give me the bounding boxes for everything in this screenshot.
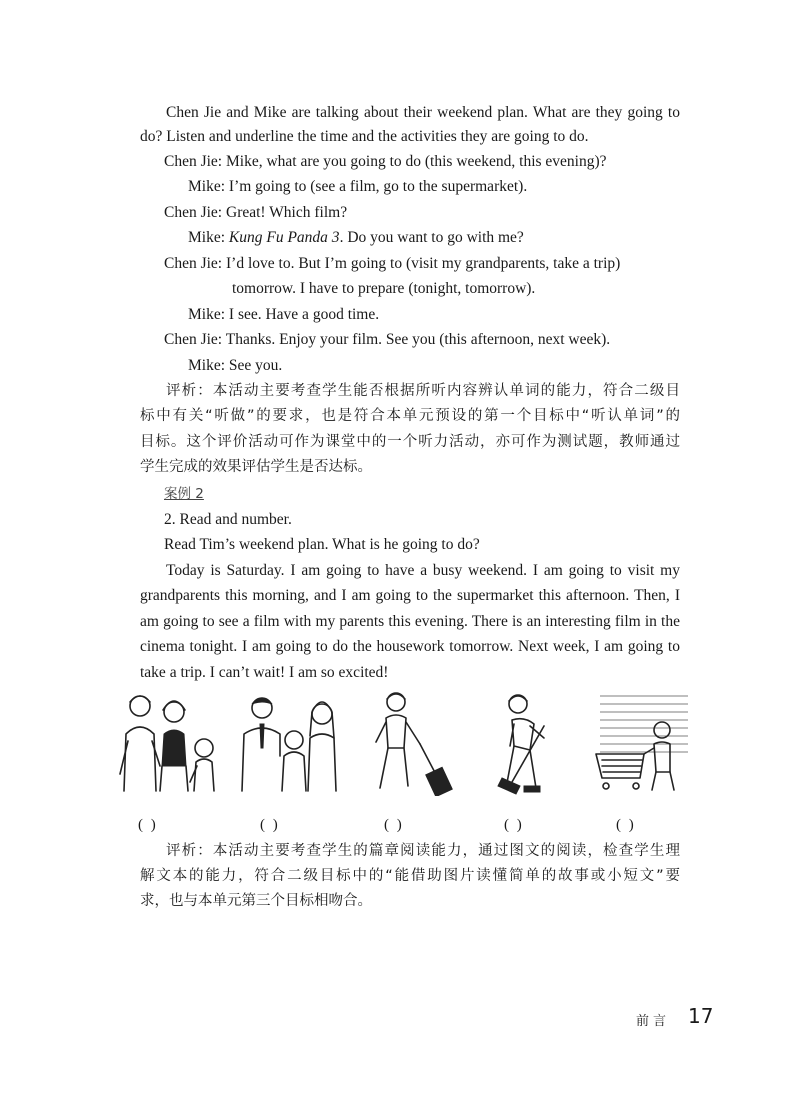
intro-line-1: Chen Jie and Mike are talking about their weekend plan. What are they going to <box>166 104 680 121</box>
utterance: See you. <box>228 357 283 374</box>
shopping-cart-illustration <box>592 686 692 796</box>
dialogue-line <box>188 177 527 197</box>
boy-with-suitcase-illustration <box>370 686 460 796</box>
commentary-line: 标中有关“听做”的要求，也是符合本单元预设的第一个目标中“听认单词”的 <box>140 408 680 424</box>
answer-blank-4[interactable]: ( ) <box>504 817 524 833</box>
commentary-line: 目标。这个评价活动可作为课堂中的一个听力活动，亦可作为测试题，教师通过 <box>140 434 680 450</box>
boy-sweeping-illustration <box>490 686 580 796</box>
commentary-line: 评析：本活动主要考查学生的篇章阅读能力，通过图文的阅读，检查学生理 <box>166 843 680 859</box>
reading-line: cinema tonight. I am going to do the housework tomorrow. Next week, I am going to <box>140 638 680 655</box>
utterance: tomorrow. I have to prepare (tonight, tomorrow). <box>232 280 536 297</box>
speaker: Mike: <box>188 306 226 323</box>
utterance: I’d love to. But I’m going to (visit my grandparents, take a trip) <box>226 255 621 272</box>
commentary-line: 评析：本活动主要考查学生能否根据所听内容辨认单词的能力，符合二级目 <box>166 383 680 399</box>
commentary-line: 解文本的能力，符合二级目标中的“能借助图片读懂简单的故事或小短文”要 <box>140 868 680 884</box>
dialogue-line <box>188 356 282 376</box>
utterance: Great! Which film? <box>226 204 348 221</box>
grandparents-family-illustration <box>116 686 226 796</box>
speaker: Chen Jie: <box>164 331 223 348</box>
speaker: Chen Jie: <box>164 153 223 170</box>
answer-blank-5[interactable]: ( ) <box>616 817 636 833</box>
speaker: Mike: <box>188 229 226 246</box>
commentary-line: 求，也与本单元第三个目标相吻合。 <box>140 893 372 909</box>
dialogue-line <box>188 305 379 325</box>
dialogue-line <box>164 152 607 172</box>
film-title: Kung Fu Panda 3 <box>228 229 340 246</box>
speaker: Chen Jie: <box>164 255 223 272</box>
dialogue-line <box>232 279 535 299</box>
task-title: 2. Read and number. <box>164 511 292 528</box>
dialogue-line <box>164 203 347 223</box>
dialogue-line <box>188 228 524 248</box>
task-question: Read Tim’s weekend plan. What is he going to do? <box>164 536 480 553</box>
footer-section-label: 前言 <box>636 1014 671 1029</box>
speaker: Chen Jie: <box>164 204 223 221</box>
page-number: 17 <box>688 1004 714 1028</box>
utterance: . Do you want to go with me? <box>339 229 524 246</box>
reading-line: am going to see a film with my parents this evening. There is an interesting film in the <box>140 613 680 630</box>
dialogue-line <box>164 330 610 350</box>
utterance: Thanks. Enjoy your film. See you (this afternoon, next week). <box>225 331 611 348</box>
utterance: Mike, what are you going to do (this weekend, this evening)? <box>226 153 607 170</box>
speaker: Mike: <box>188 357 226 374</box>
reading-line: take a trip. I can’t wait! I am so excited! <box>140 664 389 681</box>
answer-blank-3[interactable]: ( ) <box>384 817 404 833</box>
parents-and-child-illustration <box>232 686 342 796</box>
reading-line: Today is Saturday. I am going to have a busy weekend. I am going to visit my <box>166 562 680 579</box>
utterance: I see. Have a good time. <box>228 306 380 323</box>
intro-line-2: do? Listen and underline the time and the activities they are going to do. <box>140 128 589 145</box>
answer-blank-2[interactable]: ( ) <box>260 817 280 833</box>
speaker: Mike: <box>188 178 226 195</box>
commentary-line: 学生完成的效果评估学生是否达标。 <box>140 459 372 475</box>
case-label: 案例 2 <box>164 486 204 502</box>
dialogue-line <box>164 254 620 274</box>
utterance: I’m going to (see a film, go to the supermarket). <box>228 178 528 195</box>
answer-blank-1[interactable]: ( ) <box>138 817 158 833</box>
reading-line: grandparents this morning, and I am going to the supermarket this afternoon. Then, I <box>140 587 680 604</box>
